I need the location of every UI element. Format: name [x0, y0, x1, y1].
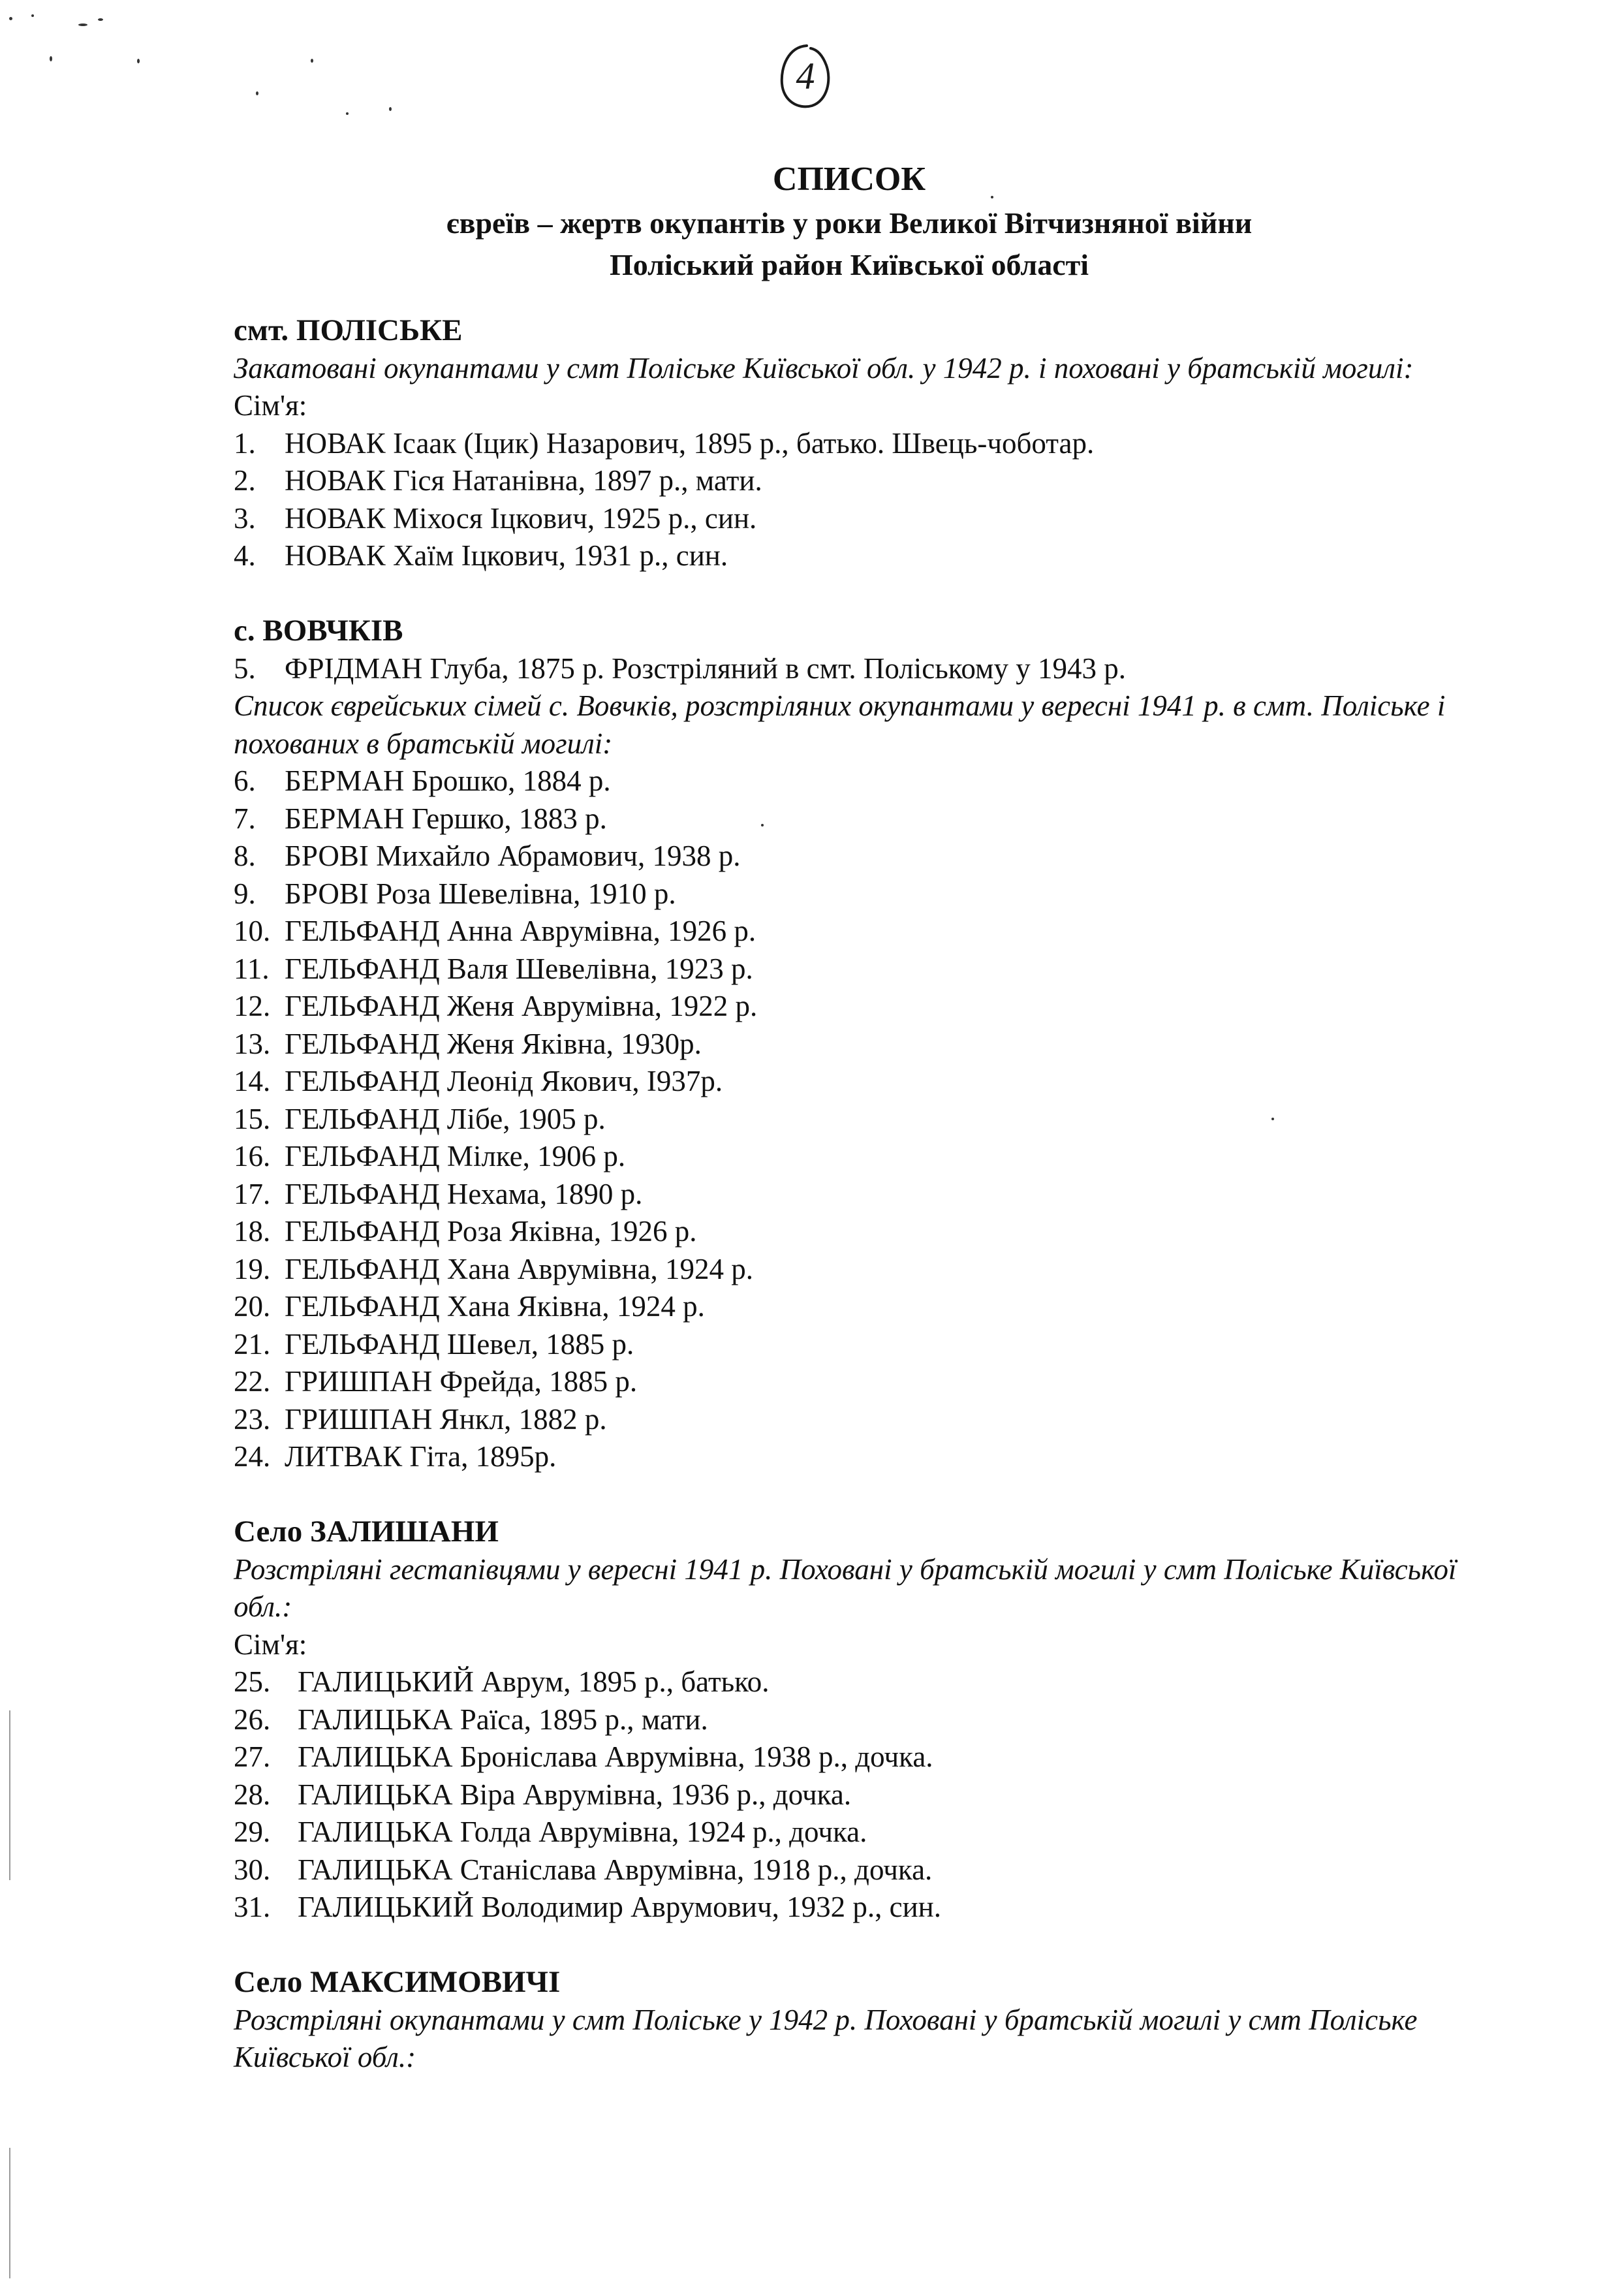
- document-title: СПИСОК: [772, 161, 926, 198]
- scan-speck: [311, 59, 313, 63]
- section-intro: Список єврейських сімей с. Вовчків, розстріляних окупантами у вересні 1941 р. в смт. Поліське і похованих в братській могилі:: [234, 689, 1446, 760]
- list-item: 13. ГЕЛЬФАНД Женя Яківна, 1930р.: [234, 1027, 702, 1060]
- spacer: [234, 1476, 1513, 1514]
- section-polisske: [234, 312, 1513, 575]
- list-item: 23. ГРИШПАН Янкл, 1882 р.: [234, 1402, 607, 1436]
- list-item: 14. ГЕЛЬФАНД Леонід Якович, І937р.: [234, 1065, 723, 1097]
- list-item: 20. ГЕЛЬФАНД Хана Яківна, 1924 р.: [234, 1290, 705, 1323]
- list-item: 2. НОВАК Гіся Натанівна, 1897 р., мати.: [234, 464, 762, 497]
- spacer: [234, 1926, 1513, 1964]
- page-number: [775, 40, 835, 112]
- document-subtitle: євреїв – жертв окупантів у роки Великої Вітчизняної війни: [446, 206, 1253, 240]
- list-item: 4. НОВАК Хаїм Іцкович, 1931 р., син.: [234, 539, 728, 572]
- family-label: Сім'я:: [234, 1628, 307, 1661]
- list-item: 24. ЛИТВАК Гіта, 1895р.: [234, 1440, 557, 1473]
- list-item: 26. ГАЛИЦЬКА Раїса, 1895 р., мати.: [234, 1703, 708, 1736]
- scan-speck: [389, 107, 392, 111]
- page-number-value: 4: [796, 55, 815, 97]
- document-region: Поліський район Київської області: [609, 248, 1089, 281]
- scan-speck: [31, 14, 34, 17]
- list-item: 15. ГЕЛЬФАНД Лібе, 1905 р.: [234, 1102, 606, 1135]
- list-item: 10. ГЕЛЬФАНД Анна Аврумівна, 1926 р.: [234, 915, 756, 947]
- section-intro: Розстріляні гестапівцями у вересні 1941 р. Поховані у братській могилі у смт Поліське Київської обл.:: [234, 1552, 1457, 1623]
- list-item: 9. БРОВІ Роза Шевелівна, 1910 р.: [234, 877, 676, 910]
- scan-speck: [256, 91, 258, 95]
- list-item: 3. НОВАК Міхося Іцкович, 1925 р., син.: [234, 501, 757, 535]
- list-item: 30. ГАЛИЦЬКА Станіслава Аврумівна, 1918 р., дочка.: [234, 1853, 933, 1886]
- list-item: 6. БЕРМАН Брошко, 1884 р.: [234, 764, 611, 797]
- section-intro: Розстріляні окупантами у смт Поліське у 1942 р. Поховані у братській могилі у смт Поліське Київської обл.:: [234, 2003, 1418, 2073]
- list-item: 27. ГАЛИЦЬКА Броніслава Аврумівна, 1938 р., дочка.: [234, 1740, 933, 1773]
- spacer: [234, 575, 1513, 613]
- section-title: с. ВОВЧКІВ: [234, 614, 403, 648]
- list-item: 1. НОВАК Ісаак (Іцик) Назарович, 1895 р., батько. Швець-чоботар.: [234, 426, 1095, 460]
- section-title: смт. ПОЛІСЬКЕ: [234, 313, 463, 347]
- list-item: 31. ГАЛИЦЬКИЙ Володимир Аврумович, 1932 р., син.: [234, 1891, 941, 1923]
- victim-list: [234, 650, 1513, 688]
- scan-edge-line: [9, 1710, 10, 1880]
- section-title: Село МАКСИМОВИЧІ: [234, 1965, 561, 1999]
- list-item: 8. БРОВІ Михайло Абрамович, 1938 р.: [234, 840, 741, 872]
- scan-speck: [346, 112, 349, 115]
- section-vovchkiv: [234, 612, 1513, 1476]
- scan-speck: [78, 24, 87, 26]
- victim-list: [234, 425, 1513, 575]
- list-item: 5. ФРІДМАН Глуба, 1875 р. Розстріляний в смт. Поліському у 1943 р.: [234, 652, 1126, 685]
- list-item: 29. ГАЛИЦЬКА Голда Аврумівна, 1924 р., дочка.: [234, 1816, 867, 1848]
- list-item: 11. ГЕЛЬФАНД Валя Шевелівна, 1923 р.: [234, 952, 753, 985]
- section-zalyshany: [234, 1513, 1513, 1926]
- list-item: 16. ГЕЛЬФАНД Мілке, 1906 р.: [234, 1140, 626, 1172]
- victim-list: [234, 1663, 1513, 1926]
- list-item: 25. ГАЛИЦЬКИЙ Аврум, 1895 р., батько.: [234, 1665, 770, 1698]
- section-title: Село ЗАЛИШАНИ: [234, 1515, 499, 1549]
- list-item: 19. ГЕЛЬФАНД Хана Аврумівна, 1924 р.: [234, 1252, 754, 1285]
- scan-speck: [98, 18, 103, 21]
- family-label: Сім'я:: [234, 389, 307, 422]
- list-item: 7. БЕРМАН Гершко, 1883 р.: [234, 802, 607, 835]
- list-item: 28. ГАЛИЦЬКА Віра Аврумівна, 1936 р., дочка.: [234, 1778, 852, 1811]
- scan-speck: [50, 56, 52, 61]
- victim-list: [234, 763, 1513, 1476]
- section-maksymovychi: [234, 1964, 1513, 2077]
- list-item: 22. ГРИШПАН Фрейда, 1885 р.: [234, 1365, 638, 1398]
- document-header: [0, 157, 1620, 286]
- section-intro: Закатовані окупантами у смт Поліське Київської обл. у 1942 р. і поховані у братській могилі:: [234, 351, 1414, 385]
- list-item: 18. ГЕЛЬФАНД Роза Яківна, 1926 р.: [234, 1215, 697, 1248]
- list-item: 17. ГЕЛЬФАНД Нехама, 1890 р.: [234, 1177, 643, 1210]
- scan-speck: [9, 17, 12, 20]
- list-item: 12. ГЕЛЬФАНД Женя Аврумівна, 1922 р.: [234, 990, 758, 1022]
- scan-speck: [137, 59, 140, 63]
- scan-edge-line: [9, 2148, 10, 2278]
- document-body: [234, 312, 1513, 2077]
- list-item: 21. ГЕЛЬФАНД Шевел, 1885 р.: [234, 1327, 634, 1360]
